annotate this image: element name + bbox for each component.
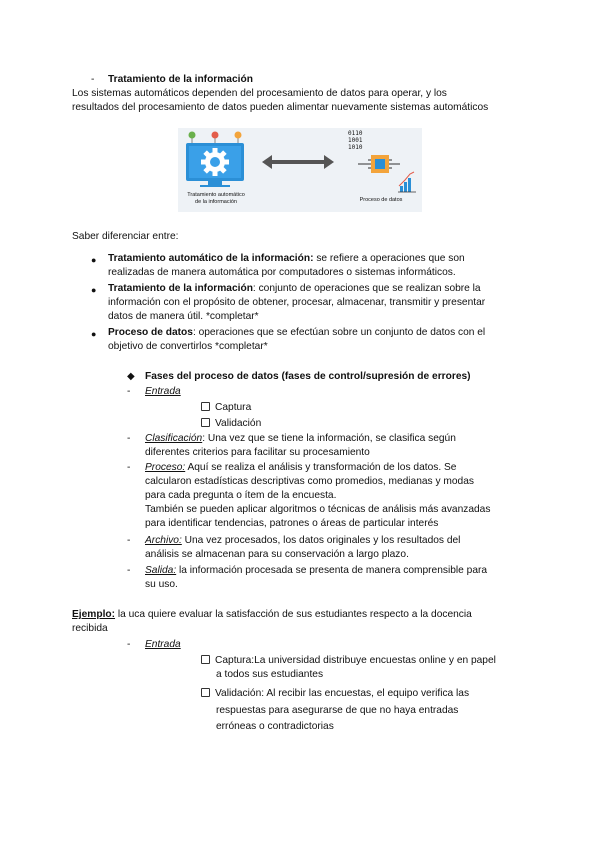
- binary-line-1: 0110: [348, 130, 363, 137]
- orange-dot-icon: [235, 132, 242, 139]
- intro-line-1: Los sistemas automáticos dependen del procesamiento de datos para operar, y los: [72, 88, 447, 99]
- dash-marker: -: [127, 386, 131, 397]
- checkbox[interactable]: [201, 655, 210, 664]
- bullet-dot: ●: [91, 255, 97, 265]
- checklist-item-validacion[interactable]: Validación: [201, 417, 261, 431]
- clasificacion-line-1: Clasificación: Una vez que se tiene la información, se clasifica según: [145, 433, 456, 444]
- binary-line-2: 1001: [348, 137, 363, 144]
- bullet-dot: ●: [91, 285, 97, 295]
- ejemplo-line-2: recibida: [72, 623, 108, 634]
- bullet-3-line-2: objetivo de convertirlos *completar*: [108, 341, 268, 352]
- ejemplo-checklist-captura[interactable]: Captura:La universidad distribuye encuestas online y en papel: [201, 654, 496, 668]
- figure-left-caption-1: Tratamiento automático: [187, 192, 245, 198]
- salida-line-1: Salida: la información procesada se presenta de manera comprensible para: [145, 565, 488, 576]
- entrada-label: Entrada: [145, 386, 181, 397]
- bullet-dot: ●: [91, 329, 97, 339]
- binary-line-3: 1010: [348, 144, 363, 151]
- ejemplo-validacion-line-2: respuestas para asegurarse de que no haya entradas: [216, 705, 459, 716]
- figure-left-caption-2: de la información: [195, 199, 237, 205]
- proceso-line-3: para cada pregunta o ítem de la encuesta.: [145, 490, 337, 501]
- checkbox[interactable]: [201, 402, 210, 411]
- checkbox[interactable]: [201, 688, 210, 697]
- bullet-2-line-2: información con el propósito de obtener, procesar, almacenar, transmitir y presentar: [108, 297, 486, 308]
- chip-icon: [358, 155, 400, 173]
- ejemplo-validacion-line-3: erróneas o contradictorias: [216, 721, 334, 732]
- archivo-line-1: Archivo: Una vez procesados, los datos originales y los resultados del: [145, 535, 461, 546]
- bullet-1-line-2: realizadas de manera automática por computadores o sistemas informáticos.: [108, 267, 456, 278]
- bullet-2-line-1: Tratamiento de la información: conjunto de operaciones que se realizan sobre la: [108, 283, 481, 294]
- checklist-item-captura[interactable]: Captura: [201, 401, 251, 415]
- double-arrow-icon: [262, 155, 334, 169]
- section-title: Tratamiento de la información: [108, 74, 253, 85]
- gear-icon: [201, 148, 229, 176]
- ejemplo-captura-line-2: a todos sus estudiantes: [216, 669, 324, 680]
- clasificacion-line-2: diferentes criterios para facilitar su procesamiento: [145, 447, 370, 458]
- diamond-bullet-icon: ◆: [127, 371, 135, 382]
- dash-marker: -: [127, 433, 131, 444]
- dash-marker: -: [127, 639, 131, 650]
- salida-line-2: su uso.: [145, 579, 178, 590]
- intro-line-2: resultados del procesamiento de datos pueden alimentar nuevamente sistemas automáticos: [72, 102, 489, 113]
- proceso-line-2: calcularon estadísticas descriptivas como promedios, medianas y modas: [145, 476, 474, 487]
- saber-text: Saber diferenciar entre:: [72, 231, 179, 242]
- fases-title: Fases del proceso de datos (fases de control/supresión de errores): [145, 371, 471, 382]
- dash-marker: -: [127, 462, 131, 473]
- bullet-3-line-1: Proceso de datos: operaciones que se efectúan sobre un conjunto de datos con el: [108, 327, 486, 338]
- bullet-1-line-1: Tratamiento automático de la información: se refiere a operaciones que son: [108, 253, 465, 264]
- figure-right-caption: Proceso de datos: [359, 197, 403, 203]
- dash-marker: -: [91, 74, 95, 85]
- green-dot-icon: [189, 132, 196, 139]
- ejemplo-checklist-validacion[interactable]: Validación: Al recibir las encuestas, el equipo verifica las: [201, 687, 469, 701]
- dash-marker: -: [127, 535, 131, 546]
- red-dot-icon: [212, 132, 219, 139]
- checkbox[interactable]: [201, 418, 210, 427]
- ejemplo-entrada-label: Entrada: [145, 639, 181, 650]
- proceso-line-1: Proceso: Aquí se realiza el análisis y transformación de los datos. Se: [145, 462, 457, 473]
- ejemplo-line-1: Ejemplo: la uca quiere evaluar la satisfacción de sus estudiantes respecto a la docencia: [72, 609, 472, 620]
- proceso-line-4: También se pueden aplicar algoritmos o técnicas de análisis más avanzadas: [145, 504, 491, 515]
- bullet-2-line-3: datos de manera útil. *completar*: [108, 311, 259, 322]
- proceso-line-5: para identificar tendencias, patrones o áreas de particular interés: [145, 518, 439, 529]
- bar-chart-icon: [398, 172, 416, 192]
- process-illustration: [178, 128, 422, 212]
- archivo-line-2: análisis se almacenan para su conservación a largo plazo.: [145, 549, 409, 560]
- dash-marker: -: [127, 565, 131, 576]
